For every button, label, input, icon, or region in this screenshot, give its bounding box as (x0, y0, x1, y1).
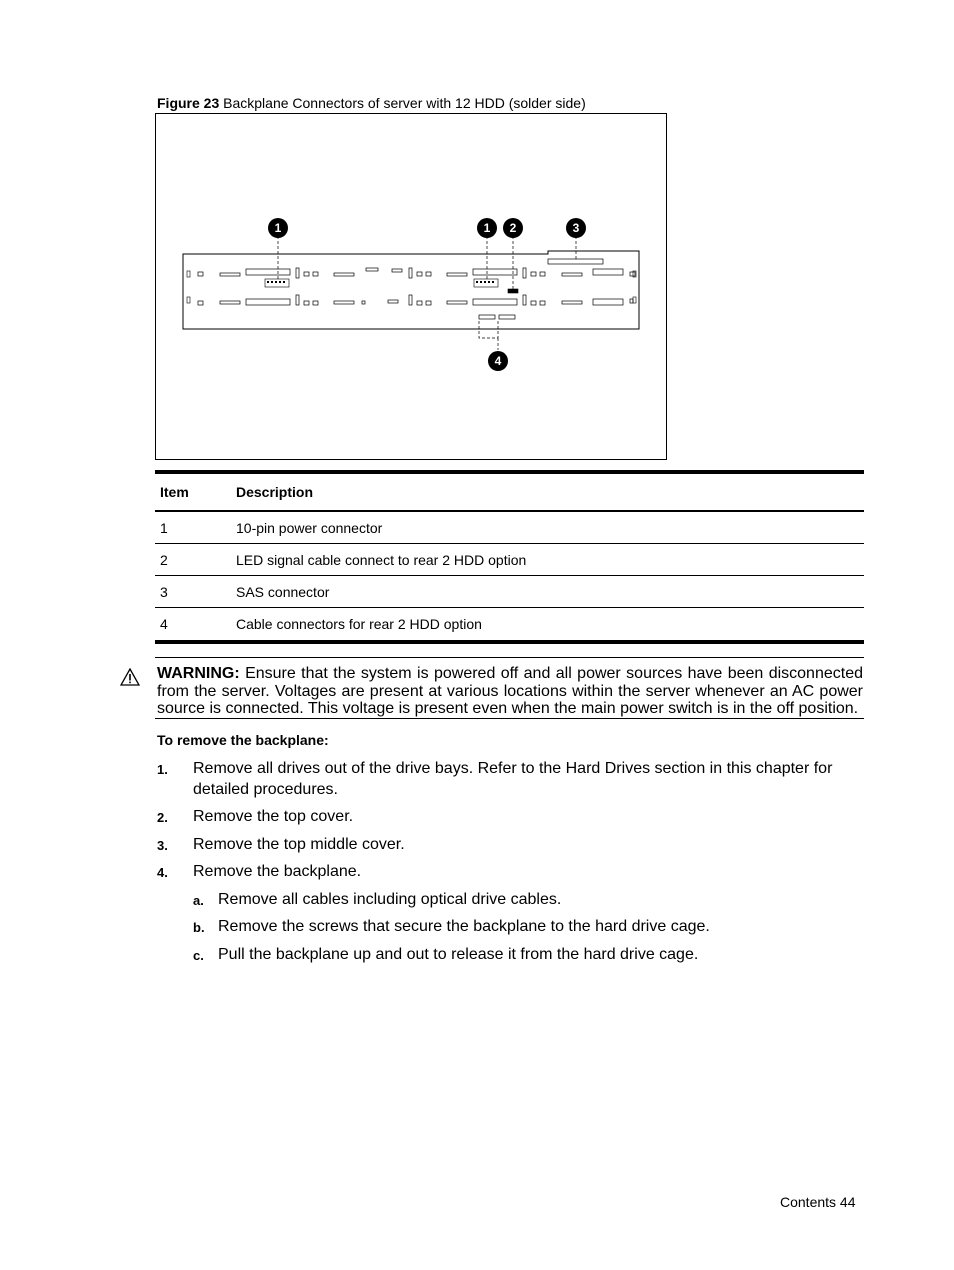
warning-text (157, 665, 863, 718)
callout-2 (503, 218, 523, 238)
figure-caption-text: Backplane Connectors of server with 12 HDD (solder side) (223, 95, 586, 111)
step-text: Remove the top cover. (193, 808, 354, 825)
svg-text:2: 2 (509, 221, 517, 235)
step-number: 3. (157, 838, 168, 853)
table-header (155, 474, 864, 512)
substep-letter: b. (193, 920, 205, 935)
callout-1-left (268, 218, 288, 238)
substep-text: Pull the backplane up and out to release it from the hard drive cage. (218, 946, 699, 963)
backplane-figure (155, 113, 667, 460)
warning-label: WARNING: (157, 665, 240, 682)
row-item: 2 (160, 551, 168, 568)
warning-bottom-rule (155, 718, 864, 719)
backplane-diagram (156, 114, 668, 461)
step-text: Remove the backplane. (193, 863, 362, 880)
row-description: 10-pin power connector (236, 519, 383, 536)
substep-letter: a. (193, 893, 204, 908)
row-item: 4 (160, 616, 168, 632)
svg-text:1: 1 (483, 221, 491, 235)
table-row (155, 544, 864, 576)
step-text: Remove the top middle cover. (193, 836, 405, 853)
table-row (155, 608, 864, 640)
callout-1-right (477, 218, 497, 238)
svg-text:4: 4 (494, 354, 502, 368)
svg-text:3: 3 (572, 221, 580, 235)
warning-top-rule (155, 657, 864, 658)
substep-text: Remove the screws that secure the backplane to the hard drive cage. (218, 918, 710, 935)
header-item: Item (160, 484, 189, 500)
svg-text:1: 1 (274, 221, 282, 235)
row-description: LED signal cable connect to rear 2 HDD option (236, 551, 527, 568)
page-footer: Contents 44 (780, 1194, 856, 1210)
table-row (155, 576, 864, 608)
header-description: Description (236, 484, 314, 500)
step-number: 1. (157, 762, 168, 777)
callout-3 (566, 218, 586, 238)
step-number: 2. (157, 810, 168, 825)
procedure-title: To remove the backplane: (157, 732, 329, 748)
row-description: Cable connectors for rear 2 HDD option (236, 616, 482, 632)
table-row (155, 512, 864, 544)
callout-4 (488, 351, 508, 371)
item-description-table (155, 470, 864, 644)
substep-letter: c. (193, 948, 204, 963)
step-number: 4. (157, 865, 168, 880)
figure-caption (157, 95, 586, 111)
step-text: Remove all drives out of the drive bays. Refer to the Hard Drives section in this chapter for detailed procedures. (193, 760, 833, 798)
warning-body: Ensure that the system is powered off and all power sources have been disconnected from the server. Voltages are present at various locations within the server whenever an AC power source is connected. This voltage is present even when the main power switch is in the off position. (157, 665, 863, 717)
row-item: 3 (160, 583, 168, 600)
row-description: SAS connector (236, 583, 330, 600)
row-item: 1 (160, 519, 168, 536)
substep-text: Remove all cables including optical drive cables. (218, 891, 562, 908)
warning-triangle-icon (120, 668, 140, 686)
figure-label: Figure 23 (157, 95, 220, 111)
backplane-board (183, 251, 639, 329)
